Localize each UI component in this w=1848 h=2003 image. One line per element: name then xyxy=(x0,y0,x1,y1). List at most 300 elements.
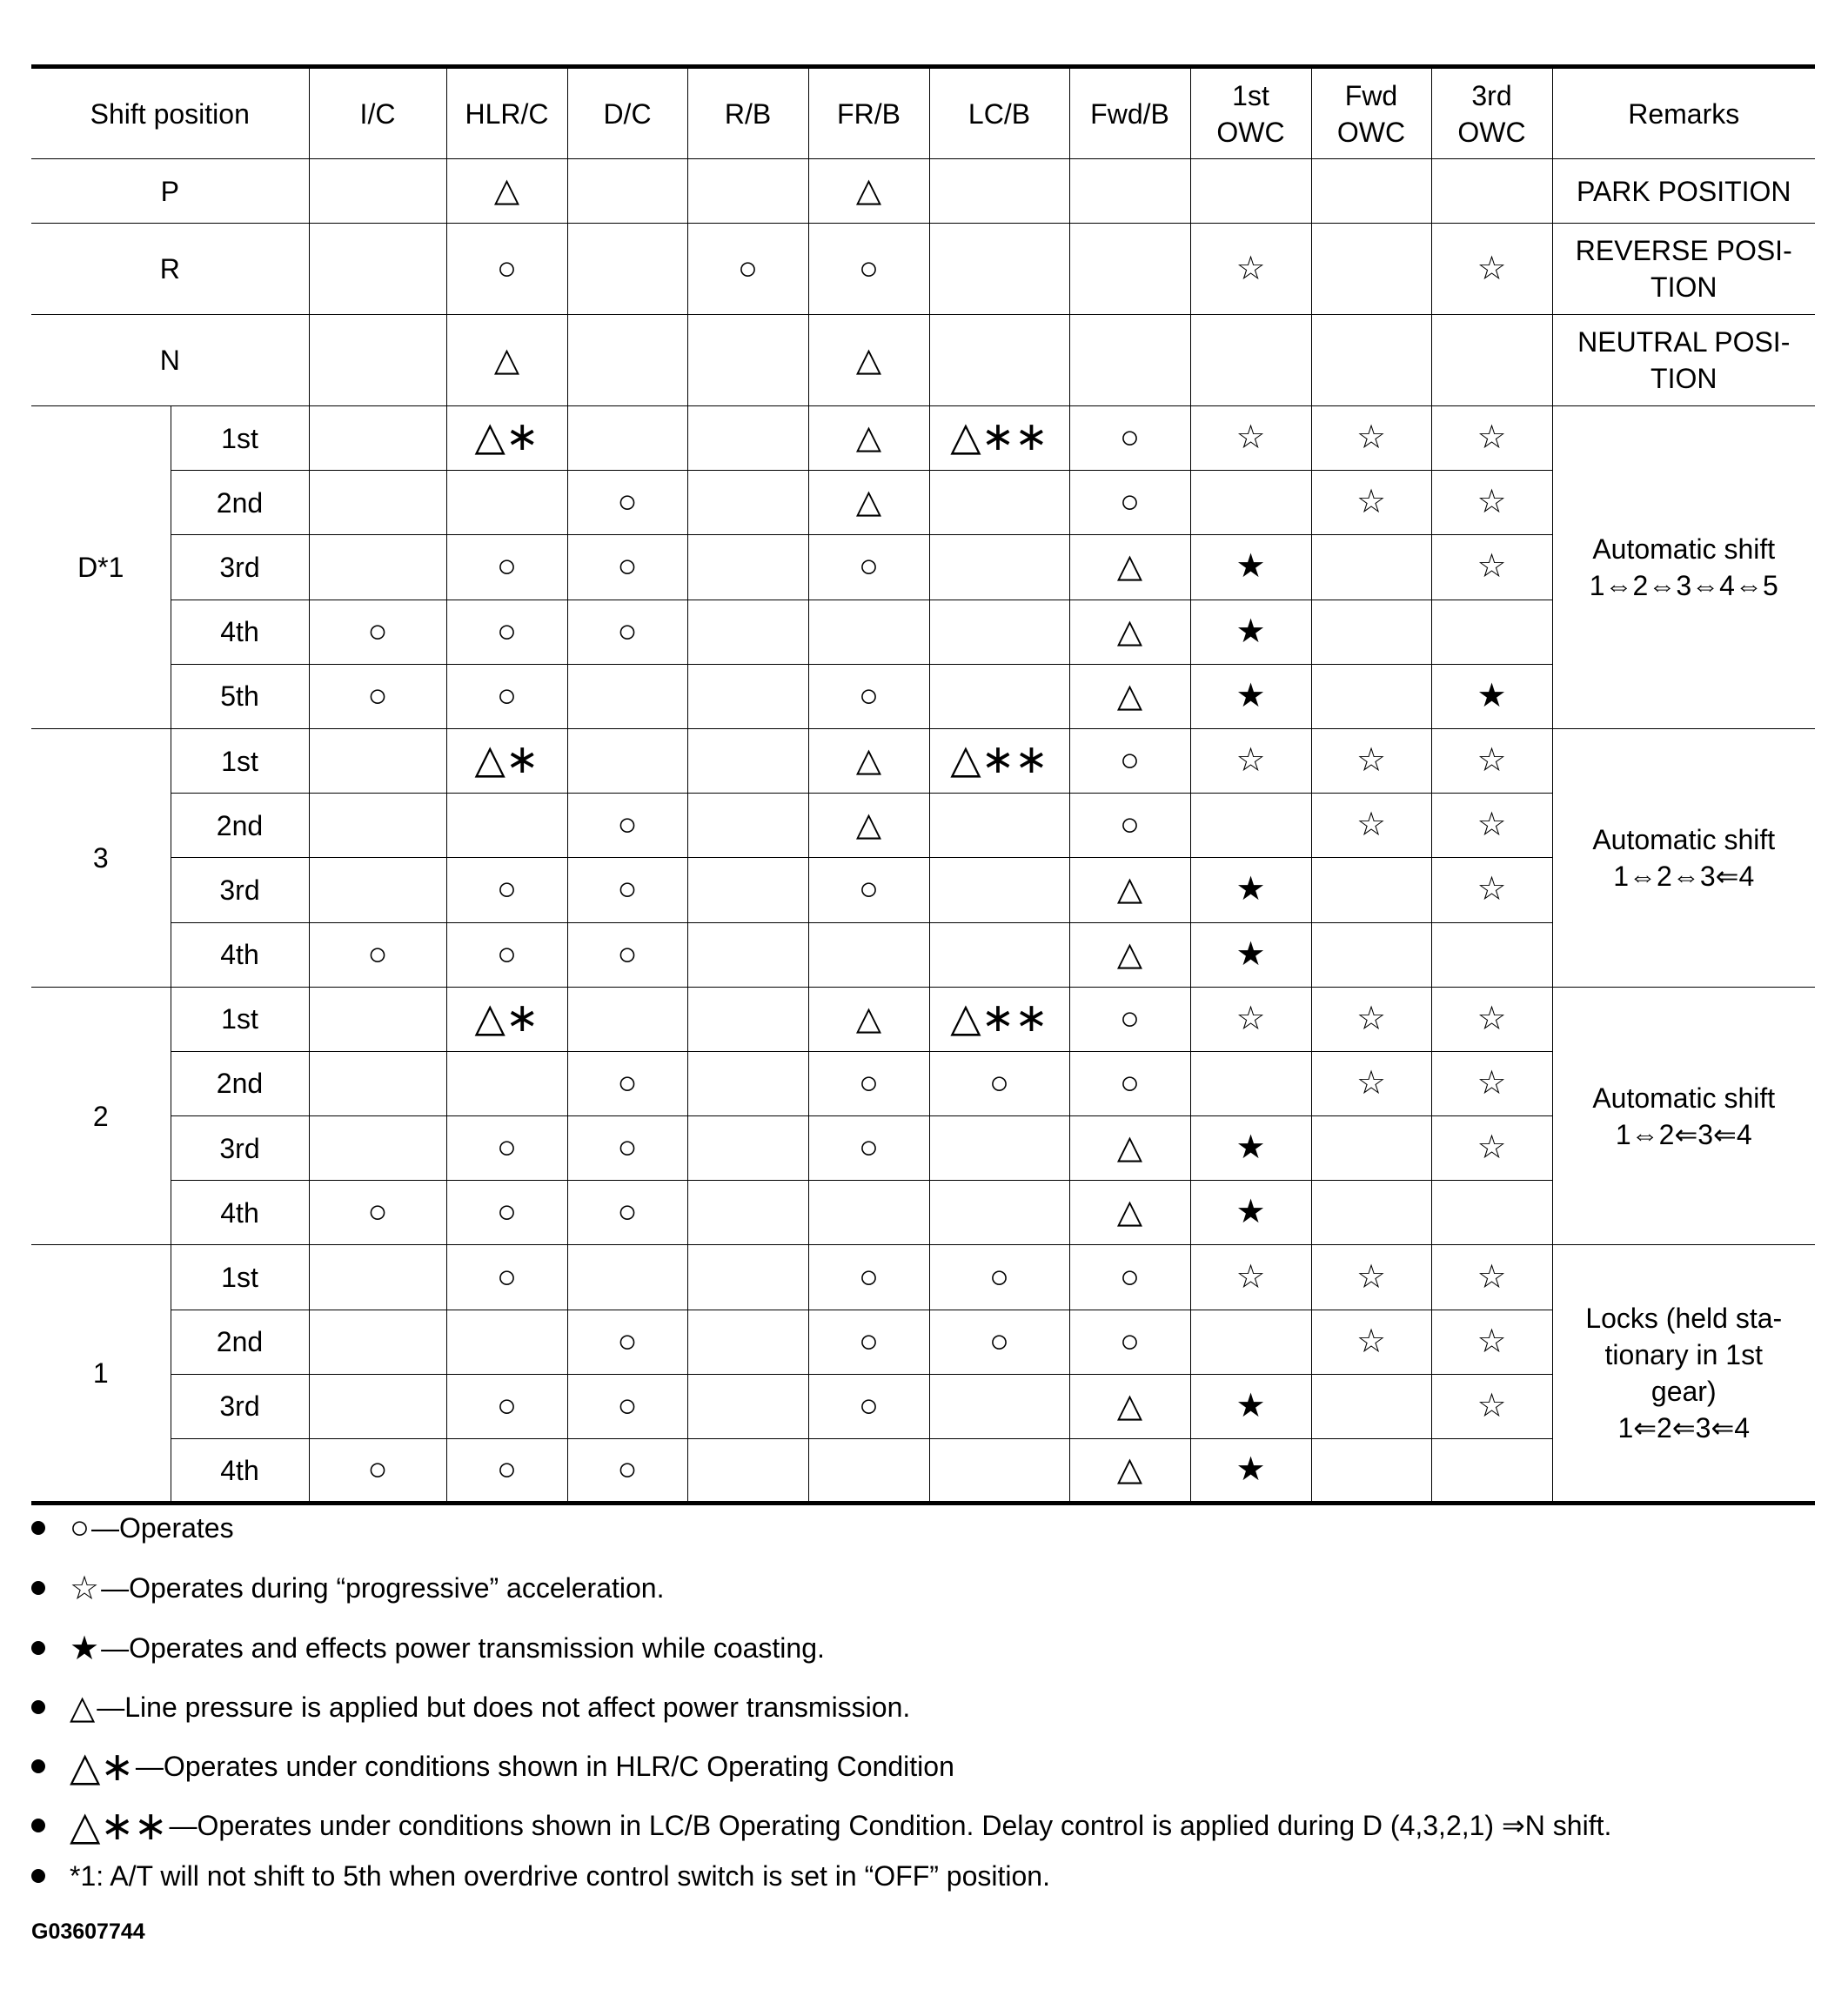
circle-icon: ○ xyxy=(617,871,638,908)
circle-icon: ○ xyxy=(497,677,517,714)
gear-label: 5th xyxy=(171,664,309,728)
cell xyxy=(1190,1181,1311,1245)
circle-icon: ○ xyxy=(497,1451,517,1489)
cell xyxy=(808,728,929,793)
cell xyxy=(1069,1051,1190,1115)
cell xyxy=(309,1374,446,1438)
gear-label: 4th xyxy=(171,1181,309,1245)
star-outline-icon: ☆ xyxy=(1356,419,1387,457)
cell xyxy=(1431,858,1552,922)
position-label: 1 xyxy=(31,1245,171,1504)
cell xyxy=(309,794,446,858)
cell xyxy=(687,1181,808,1245)
cell xyxy=(1311,1116,1431,1181)
bullet-icon xyxy=(31,1641,45,1655)
star-outline-icon: ☆ xyxy=(1476,871,1507,908)
cell xyxy=(1311,1051,1431,1115)
star-filled-icon: ★ xyxy=(1235,1387,1266,1424)
circle-icon: ○ xyxy=(859,1387,879,1424)
cell xyxy=(1190,1310,1311,1374)
cell xyxy=(1069,224,1190,315)
cell xyxy=(929,794,1069,858)
circle-icon: ○ xyxy=(617,1451,638,1489)
star-outline-icon: ☆ xyxy=(1476,484,1507,521)
circle-icon: ○ xyxy=(367,935,388,973)
triangle-icon: △ xyxy=(1116,1387,1143,1424)
cell xyxy=(687,315,808,406)
cell xyxy=(1431,1051,1552,1115)
circle-icon: ○ xyxy=(989,1064,1009,1102)
gear-label: 2nd xyxy=(171,1051,309,1115)
cell xyxy=(1431,987,1552,1051)
header-3rd-owc: 3rd OWC xyxy=(1431,67,1552,159)
cell xyxy=(1311,535,1431,600)
cell xyxy=(309,987,446,1051)
cell xyxy=(929,535,1069,600)
cell xyxy=(808,535,929,600)
cell xyxy=(446,471,567,535)
table-row xyxy=(31,159,1815,224)
cell xyxy=(567,159,687,224)
circle-icon: ○ xyxy=(497,548,517,586)
star-outline-icon: ☆ xyxy=(1476,419,1507,457)
remark: Automatic shift 1⇔2⇔3⇐4 xyxy=(1552,728,1815,987)
cell xyxy=(929,1374,1069,1438)
cell xyxy=(1431,600,1552,664)
cell xyxy=(1069,471,1190,535)
gear-label: 1st xyxy=(171,1245,309,1310)
cell xyxy=(1311,1245,1431,1310)
cell xyxy=(567,858,687,922)
table-row xyxy=(31,664,1815,728)
cell xyxy=(1311,471,1431,535)
position-label: D*1 xyxy=(31,406,171,729)
star-filled-icon: ★ xyxy=(1235,1194,1266,1231)
triangle-icon: △ xyxy=(855,484,882,521)
header-ic: I/C xyxy=(309,67,446,159)
header-rb: R/B xyxy=(687,67,808,159)
table-row xyxy=(31,1051,1815,1115)
position-label: N xyxy=(31,315,309,406)
cell xyxy=(309,1116,446,1181)
star-outline-icon: ☆ xyxy=(1476,1064,1507,1102)
cell xyxy=(1311,159,1431,224)
circle-icon: ○ xyxy=(617,935,638,973)
circle-icon: ○ xyxy=(617,807,638,844)
triangle-icon: △ xyxy=(855,742,882,780)
cell xyxy=(929,1051,1069,1115)
cell xyxy=(808,987,929,1051)
star-outline-icon: ☆ xyxy=(1476,1000,1507,1037)
cell xyxy=(309,1245,446,1310)
position-label: P xyxy=(31,159,309,224)
cell xyxy=(808,794,929,858)
cell xyxy=(309,471,446,535)
star-outline-icon: ☆ xyxy=(1356,1323,1387,1360)
cell xyxy=(567,987,687,1051)
cell xyxy=(1069,315,1190,406)
position-label: R xyxy=(31,224,309,315)
legend-item xyxy=(31,1502,234,1554)
cell xyxy=(929,1310,1069,1374)
star-filled-icon: ★ xyxy=(1235,548,1266,586)
star-filled-icon: ★ xyxy=(1476,677,1507,714)
circle-icon: ○ xyxy=(617,484,638,521)
cell xyxy=(929,1116,1069,1181)
circle-icon: ○ xyxy=(367,613,388,650)
bullet-icon xyxy=(31,1759,45,1773)
cell xyxy=(687,159,808,224)
gear-label: 1st xyxy=(171,406,309,471)
triangle-icon: △ xyxy=(1116,613,1143,650)
cell xyxy=(687,1439,808,1504)
cell xyxy=(446,1374,567,1438)
cell xyxy=(1431,406,1552,471)
cell xyxy=(687,922,808,987)
cell xyxy=(929,987,1069,1051)
cell xyxy=(567,535,687,600)
cell xyxy=(1190,1374,1311,1438)
legend-item xyxy=(31,1562,664,1614)
bullet-icon xyxy=(31,1869,45,1883)
circle-icon: ○ xyxy=(497,1194,517,1231)
table-row xyxy=(31,535,1815,600)
star-outline-icon: ☆ xyxy=(1476,1258,1507,1296)
circle-icon: ○ xyxy=(1120,742,1140,780)
cell xyxy=(309,406,446,471)
star-filled-icon: ★ xyxy=(1235,613,1266,650)
cell xyxy=(1069,987,1190,1051)
cell xyxy=(1069,1374,1190,1438)
cell xyxy=(567,315,687,406)
cell xyxy=(687,987,808,1051)
cell xyxy=(446,728,567,793)
cell xyxy=(1431,535,1552,600)
cell xyxy=(567,794,687,858)
cell xyxy=(1069,922,1190,987)
cell xyxy=(309,224,446,315)
star-filled-icon: ★ xyxy=(1235,677,1266,714)
cell xyxy=(808,1374,929,1438)
cell xyxy=(1431,1310,1552,1374)
circle-icon: ○ xyxy=(859,1258,879,1296)
triangle-double-asterisk-icon: △∗∗ xyxy=(950,994,1048,1040)
cell xyxy=(1069,159,1190,224)
cell xyxy=(929,406,1069,471)
cell xyxy=(1311,728,1431,793)
cell xyxy=(446,159,567,224)
triangle-icon: △ xyxy=(1116,935,1143,973)
cell xyxy=(929,315,1069,406)
cell xyxy=(1431,728,1552,793)
triangle-icon: △ xyxy=(1116,677,1143,714)
cell xyxy=(446,922,567,987)
cell xyxy=(1311,858,1431,922)
table-row xyxy=(31,1439,1815,1504)
legend-text: —Operates under conditions shown in HLR/C Operating Condition xyxy=(135,1750,954,1782)
operation-table xyxy=(31,64,1815,1505)
circle-icon: ○ xyxy=(367,677,388,714)
star-outline-icon: ☆ xyxy=(1476,250,1507,287)
cell xyxy=(929,1181,1069,1245)
header-dc: D/C xyxy=(567,67,687,159)
circle-icon: ○ xyxy=(738,250,758,287)
cell xyxy=(309,1181,446,1245)
circle-icon: ○ xyxy=(617,1323,638,1360)
star-outline-icon: ☆ xyxy=(1356,1258,1387,1296)
cell xyxy=(1431,471,1552,535)
cell xyxy=(1069,535,1190,600)
header-remarks: Remarks xyxy=(1552,67,1815,159)
table-row xyxy=(31,315,1815,406)
triangle-icon: △ xyxy=(855,1000,882,1037)
cell xyxy=(1190,1116,1311,1181)
cell xyxy=(929,858,1069,922)
circle-icon: ○ xyxy=(859,1064,879,1102)
cell xyxy=(567,922,687,987)
cell xyxy=(567,224,687,315)
table-row xyxy=(31,728,1815,793)
cell xyxy=(1190,794,1311,858)
cell xyxy=(1190,664,1311,728)
cell xyxy=(808,224,929,315)
cell xyxy=(446,224,567,315)
star-outline-icon: ☆ xyxy=(1476,807,1507,844)
header-shift-position: Shift position xyxy=(31,67,309,159)
cell xyxy=(1190,987,1311,1051)
legend-item xyxy=(31,1850,1050,1902)
triangle-icon: △ xyxy=(1116,1194,1143,1231)
cell xyxy=(808,664,929,728)
circle-icon: ○ xyxy=(497,613,517,650)
cell xyxy=(309,535,446,600)
table-row xyxy=(31,1374,1815,1438)
table-row xyxy=(31,224,1815,315)
cell xyxy=(808,159,929,224)
circle-icon: ○ xyxy=(497,1129,517,1167)
circle-icon: ○ xyxy=(1120,484,1140,521)
legend-item xyxy=(31,1622,825,1674)
cell xyxy=(929,600,1069,664)
circle-icon: ○ xyxy=(617,613,638,650)
cell xyxy=(929,224,1069,315)
table-row xyxy=(31,1181,1815,1245)
bullet-icon xyxy=(31,1700,45,1714)
cell xyxy=(567,1310,687,1374)
legend-item xyxy=(31,1799,1611,1852)
cell xyxy=(929,159,1069,224)
star-filled-icon: ★ xyxy=(70,1630,100,1667)
cell xyxy=(687,1245,808,1310)
cell xyxy=(808,471,929,535)
cell xyxy=(446,664,567,728)
cell xyxy=(1190,1245,1311,1310)
table-row xyxy=(31,987,1815,1051)
cell xyxy=(446,535,567,600)
cell xyxy=(1311,224,1431,315)
triangle-asterisk-icon: △∗ xyxy=(474,736,539,782)
cell xyxy=(1069,1245,1190,1310)
table-row xyxy=(31,1116,1815,1181)
position-label: 3 xyxy=(31,728,171,987)
header-fwdb: Fwd/B xyxy=(1069,67,1190,159)
cell xyxy=(309,315,446,406)
cell xyxy=(446,600,567,664)
circle-icon: ○ xyxy=(497,250,517,287)
triangle-icon: △ xyxy=(1116,1129,1143,1167)
cell xyxy=(1431,1245,1552,1310)
cell xyxy=(1190,1051,1311,1115)
cell xyxy=(929,1245,1069,1310)
star-outline-icon: ☆ xyxy=(1476,742,1507,780)
legend-text: *1: A/T will not shift to 5th when overdrive control switch is set in “OFF” position. xyxy=(70,1859,1050,1892)
triangle-icon: △ xyxy=(493,172,520,209)
triangle-asterisk-icon: △∗ xyxy=(70,1744,134,1789)
cell xyxy=(446,987,567,1051)
cell xyxy=(1311,664,1431,728)
cell xyxy=(929,728,1069,793)
table-row xyxy=(31,600,1815,664)
cell xyxy=(1311,1310,1431,1374)
cell xyxy=(808,1116,929,1181)
triangle-icon: △ xyxy=(855,341,882,378)
cell xyxy=(1190,858,1311,922)
cell xyxy=(446,315,567,406)
cell xyxy=(808,406,929,471)
cell xyxy=(309,1439,446,1504)
cell xyxy=(1069,1181,1190,1245)
cell xyxy=(567,1181,687,1245)
cell xyxy=(1311,600,1431,664)
cell xyxy=(446,858,567,922)
circle-icon: ○ xyxy=(859,1323,879,1360)
cell xyxy=(687,406,808,471)
cell xyxy=(808,1181,929,1245)
cell xyxy=(1431,922,1552,987)
legend-text: —Operates under conditions shown in LC/B Operating Condition. Delay control is applied during D (4,3,2,1) ⇒N shift. xyxy=(169,1810,1612,1841)
cell xyxy=(446,1310,567,1374)
table-row xyxy=(31,406,1815,471)
cell xyxy=(309,922,446,987)
table-row xyxy=(31,471,1815,535)
remark: Locks (held sta- tionary in 1st gear) 1⇐2⇐3⇐4 xyxy=(1552,1245,1815,1504)
header-row xyxy=(31,67,1815,159)
circle-icon: ○ xyxy=(617,1064,638,1102)
cell xyxy=(808,1245,929,1310)
legend-item xyxy=(31,1681,910,1733)
cell xyxy=(687,1374,808,1438)
star-outline-icon: ☆ xyxy=(1356,1064,1387,1102)
cell xyxy=(309,664,446,728)
cell xyxy=(567,1439,687,1504)
star-outline-icon: ☆ xyxy=(1356,1000,1387,1037)
cell xyxy=(1069,664,1190,728)
header-frb: FR/B xyxy=(808,67,929,159)
triangle-icon: △ xyxy=(1116,871,1143,908)
remark: REVERSE POSI- TION xyxy=(1552,224,1815,315)
cell xyxy=(1311,315,1431,406)
circle-icon: ○ xyxy=(617,1194,638,1231)
legend-item xyxy=(31,1740,954,1792)
gear-label: 3rd xyxy=(171,858,309,922)
circle-icon: ○ xyxy=(859,548,879,586)
cell xyxy=(808,922,929,987)
cell xyxy=(1311,794,1431,858)
cell xyxy=(687,1116,808,1181)
circle-icon: ○ xyxy=(989,1258,1009,1296)
cell xyxy=(446,1439,567,1504)
triangle-icon: △ xyxy=(1116,1451,1143,1489)
cell xyxy=(567,728,687,793)
cell xyxy=(309,1310,446,1374)
cell xyxy=(1190,224,1311,315)
circle-icon: ○ xyxy=(1120,1064,1140,1102)
star-outline-icon: ☆ xyxy=(1235,419,1266,457)
star-filled-icon: ★ xyxy=(1235,871,1266,908)
cell xyxy=(1431,664,1552,728)
legend-text: —Operates and effects power transmission while coasting. xyxy=(101,1631,825,1664)
cell xyxy=(309,159,446,224)
gear-label: 2nd xyxy=(171,1310,309,1374)
circle-icon: ○ xyxy=(1120,1000,1140,1037)
cell xyxy=(1069,858,1190,922)
cell xyxy=(446,794,567,858)
star-outline-icon: ☆ xyxy=(1356,807,1387,844)
cell xyxy=(1190,600,1311,664)
remark: Automatic shift 1⇔2⇔3⇔4⇔5 xyxy=(1552,406,1815,729)
star-outline-icon: ☆ xyxy=(1235,1000,1266,1037)
cell xyxy=(1069,600,1190,664)
cell xyxy=(446,1051,567,1115)
star-outline-icon: ☆ xyxy=(1235,742,1266,780)
cell xyxy=(1431,1374,1552,1438)
cell xyxy=(1190,922,1311,987)
cell xyxy=(1069,1310,1190,1374)
legend-text: —Line pressure is applied but does not affect power transmission. xyxy=(97,1691,911,1723)
cell xyxy=(567,406,687,471)
table-row xyxy=(31,1245,1815,1310)
circle-icon: ○ xyxy=(617,548,638,586)
cell xyxy=(1311,987,1431,1051)
gear-label: 1st xyxy=(171,728,309,793)
circle-icon: ○ xyxy=(367,1451,388,1489)
cell xyxy=(687,471,808,535)
cell xyxy=(687,858,808,922)
legend-text: —Operates xyxy=(90,1511,234,1544)
cell xyxy=(808,1439,929,1504)
cell xyxy=(1069,1116,1190,1181)
circle-icon: ○ xyxy=(617,1387,638,1424)
star-outline-icon: ☆ xyxy=(1235,1258,1266,1296)
cell xyxy=(567,1116,687,1181)
circle-icon: ○ xyxy=(1120,807,1140,844)
gear-label: 4th xyxy=(171,922,309,987)
cell xyxy=(808,1051,929,1115)
cell xyxy=(929,1439,1069,1504)
cell xyxy=(446,1245,567,1310)
cell xyxy=(687,1051,808,1115)
legend-text: —Operates during “progressive” acceleration. xyxy=(101,1571,665,1604)
cell xyxy=(1431,794,1552,858)
cell xyxy=(1069,794,1190,858)
header-1st-owc: 1st OWC xyxy=(1190,67,1311,159)
gear-label: 2nd xyxy=(171,471,309,535)
cell xyxy=(687,600,808,664)
triangle-icon: △ xyxy=(855,419,882,457)
circle-icon: ○ xyxy=(859,677,879,714)
triangle-icon: △ xyxy=(1116,548,1143,586)
figure-id: G03607744 xyxy=(31,1919,145,1944)
